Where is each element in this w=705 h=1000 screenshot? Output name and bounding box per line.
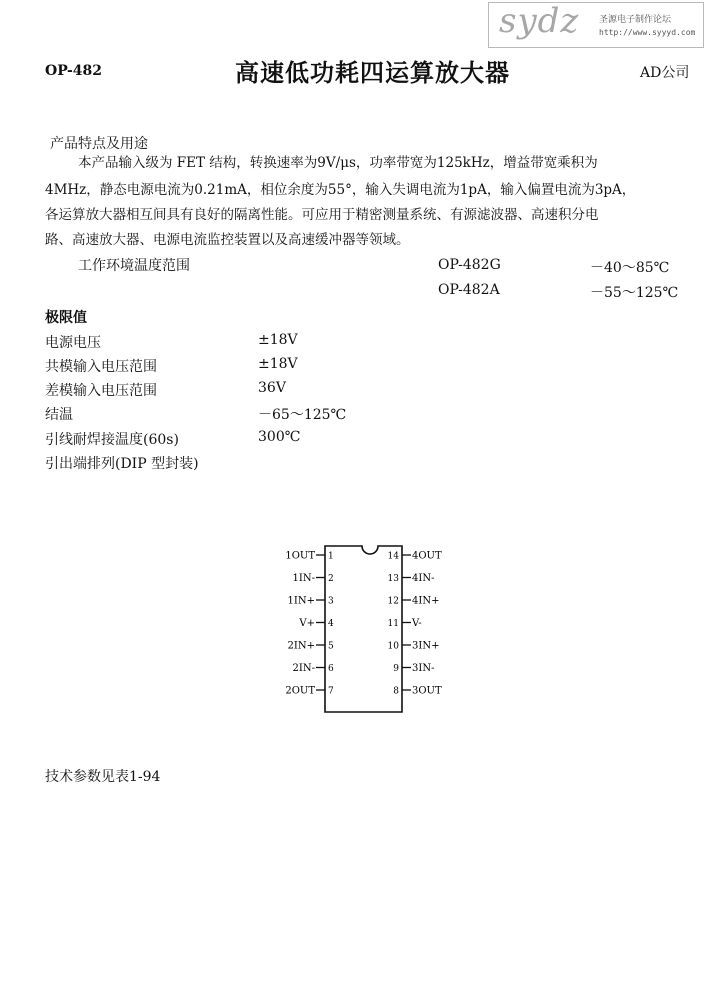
features-heading: 产品特点及用途 <box>50 136 148 152</box>
pin-number-right-10: 10 <box>387 641 399 652</box>
temp-range-a: －55～125℃ <box>590 285 679 301</box>
limit-value-common-mode: ±18V <box>258 356 298 372</box>
limit-label-common-mode: 共模输入电压范围 <box>45 359 157 375</box>
pin-label-right-13: 4IN- <box>412 573 435 584</box>
pin-label-right-9: 3IN- <box>412 663 435 674</box>
right-pins <box>388 551 442 697</box>
pin-label-left-3: 1IN+ <box>287 595 315 607</box>
pin-number-right-11: 11 <box>387 619 399 629</box>
limit-value-junction: －65～125℃ <box>258 407 347 423</box>
pin-number-left-5: 5 <box>328 641 334 652</box>
page-title: 高速低功耗四运算放大器 <box>235 59 510 87</box>
pin-number-right-12: 12 <box>387 596 399 607</box>
part-number: OP-482 <box>45 63 102 79</box>
pin-label-right-12: 4IN+ <box>412 595 440 607</box>
pin-number-left-3: 3 <box>328 596 334 607</box>
footer-note: 技术参数见表1-94 <box>45 769 161 785</box>
features-line-3: 各运算放大器相互间具有良好的隔离性能。可应用于精密测量系统、有源滤波器、高速积分电 <box>45 207 599 223</box>
watermark-logo: sydz <box>499 1 580 41</box>
pin-label-left-7: 2OUT <box>285 685 315 697</box>
temp-model-a: OP-482A <box>438 282 500 298</box>
limit-label-supply: 电源电压 <box>45 335 101 351</box>
pin-number-right-8: 8 <box>393 686 399 697</box>
dip-body <box>325 546 402 712</box>
temp-range-g: －40～85℃ <box>590 260 670 276</box>
pinout-heading: 引出端排列(DIP 型封装) <box>45 456 199 472</box>
pin-number-left-4: 4 <box>328 619 334 629</box>
pin-label-left-6: 2IN- <box>292 663 315 674</box>
pin-number-left-2: 2 <box>328 574 334 584</box>
temp-range-label: 工作环境温度范围 <box>78 258 190 274</box>
pin-label-left-5: 2IN+ <box>287 640 315 652</box>
pin-label-right-14: 4OUT <box>412 550 442 562</box>
company-name: AD公司 <box>640 65 690 81</box>
pin-label-left-4: V+ <box>299 618 315 629</box>
pin-label-right-11: V- <box>412 618 422 629</box>
limit-label-junction: 结温 <box>45 407 73 423</box>
limit-value-differential: 36V <box>258 380 286 396</box>
watermark-url: http://www.syyyd.com <box>599 28 696 37</box>
features-line-1: 本产品输入级为 FET 结构，转换速率为9V/μs，功率带宽为125kHz，增益带宽乘积为 <box>78 155 598 171</box>
limit-value-supply: ±18V <box>258 332 298 348</box>
limit-value-solder: 300℃ <box>258 429 301 445</box>
watermark-site-name: 圣源电子制作论坛 <box>599 15 672 25</box>
features-line-4: 路、高速放大器、电源电流监控装置以及高速缓冲器等领域。 <box>45 232 410 248</box>
pin-label-left-1: 1OUT <box>285 550 315 562</box>
pin-number-left-1: 1 <box>328 551 334 562</box>
features-line-2: 4MHz，静态电源电流为0.21mA，相位余度为55°，输入失调电流为1pA，输入偏置电流为3pA， <box>45 182 636 198</box>
pin-number-left-7: 7 <box>328 686 334 697</box>
limit-label-solder: 引线耐焊接温度(60s) <box>45 432 179 448</box>
left-pins <box>285 551 334 697</box>
temp-model-g: OP-482G <box>438 257 501 273</box>
pin-number-right-14: 14 <box>387 551 399 562</box>
pin-number-left-6: 6 <box>328 664 334 674</box>
pin-label-right-10: 3IN+ <box>412 640 440 652</box>
watermark-box <box>488 2 704 48</box>
pin-label-right-8: 3OUT <box>412 685 442 697</box>
pin-label-left-2: 1IN- <box>292 573 315 584</box>
dip-package-diagram <box>270 540 470 720</box>
pin-number-right-9: 9 <box>393 664 399 674</box>
pin-number-right-13: 13 <box>387 574 399 584</box>
limit-label-differential: 差模输入电压范围 <box>45 383 157 399</box>
limits-heading: 极限值 <box>45 310 87 326</box>
